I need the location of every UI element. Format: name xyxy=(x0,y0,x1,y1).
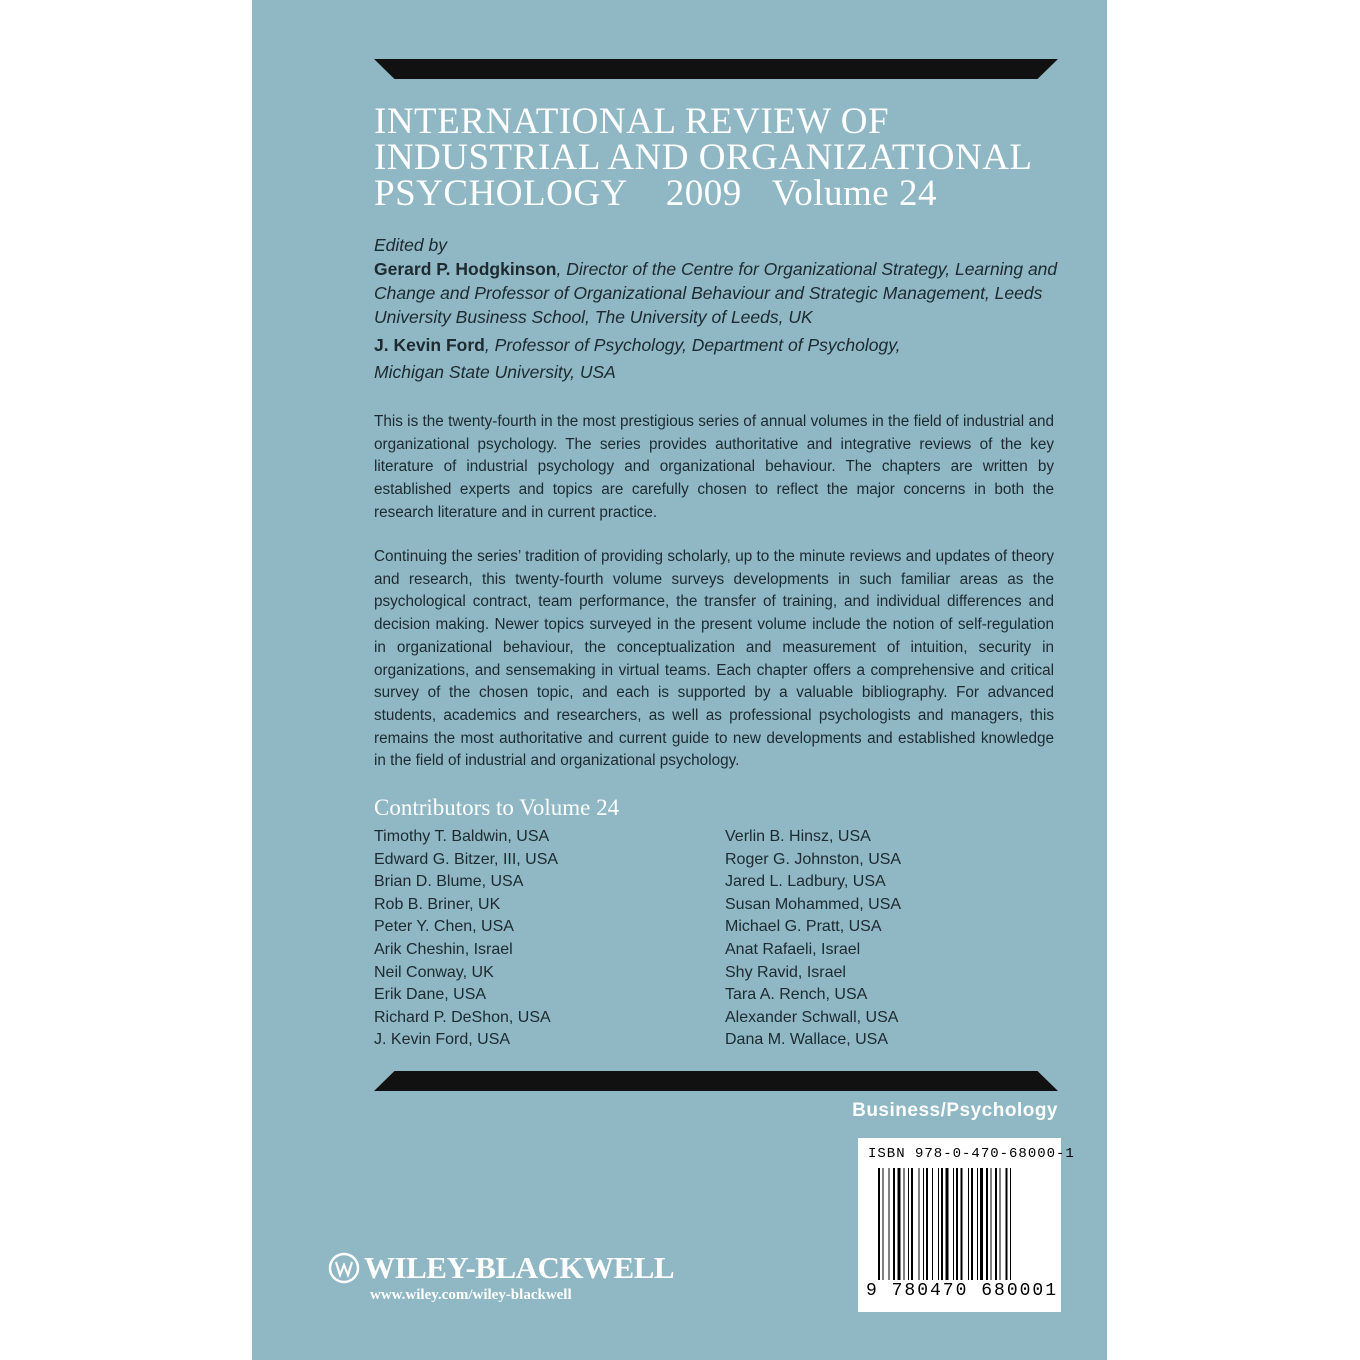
contributor: Neil Conway, UK xyxy=(374,963,494,981)
contributor: Roger G. Johnston, USA xyxy=(725,850,902,868)
barcode-bar xyxy=(953,1168,954,1280)
editor-2 xyxy=(374,333,1064,384)
wiley-logo-icon xyxy=(328,1252,360,1284)
contributor: Michael G. Pratt, USA xyxy=(725,918,882,936)
editor-2-description: , Professor of Psychology, Department of Psychology, xyxy=(484,335,901,355)
bottom-decorative-rule xyxy=(374,1071,1058,1091)
contributor: Anat Rafaeli, Israel xyxy=(725,940,861,958)
barcode-bar xyxy=(991,1168,992,1280)
publisher-name: WILEY-BLACKWELL xyxy=(364,1250,675,1285)
barcode-bar xyxy=(932,1168,933,1280)
editor-1-description: , Director of the Centre for Organizational Strategy, Learning and Change and Professor of Organizational Behaviour and Strategic Management, Leeds University Business School, The University of Leeds, UK xyxy=(374,259,1058,327)
title-series: PSYCHOLOGY xyxy=(374,173,628,214)
editors-block xyxy=(374,233,1064,384)
barcode-bar xyxy=(1006,1168,1008,1280)
contributor: Verlin B. Hinsz, USA xyxy=(725,828,871,845)
barcode-bar xyxy=(1010,1168,1011,1280)
barcode-bars xyxy=(878,1168,1046,1280)
barcode-bar xyxy=(889,1168,890,1280)
publisher-logo xyxy=(328,1250,674,1286)
subject-category: Business/Psychology xyxy=(852,1100,1058,1121)
contributor: Brian D. Blume, USA xyxy=(374,873,524,891)
barcode-bar xyxy=(904,1168,905,1280)
barcode-bar xyxy=(980,1168,983,1280)
publisher-url: www.wiley.com/wiley-blackwell xyxy=(370,1287,572,1303)
contributor: Susan Mohammed, USA xyxy=(725,895,902,913)
barcode-bar xyxy=(926,1168,928,1280)
editor-1-name: Gerard P. Hodgkinson xyxy=(374,259,557,279)
contributors-column-1 xyxy=(374,826,558,1052)
barcode-bar xyxy=(1000,1168,1001,1280)
contributor: Dana M. Wallace, USA xyxy=(725,1031,889,1049)
contributors-column-2 xyxy=(725,826,901,1052)
barcode-bar xyxy=(893,1168,895,1280)
barcode-bar xyxy=(911,1168,913,1280)
barcode-bar xyxy=(986,1168,988,1280)
barcode-bar xyxy=(968,1168,969,1280)
contributor: Erik Dane, USA xyxy=(374,986,487,1004)
title-year: 2009 xyxy=(665,173,742,214)
contributor: Peter Y. Chen, USA xyxy=(374,918,514,936)
barcode-bar xyxy=(878,1168,880,1280)
barcode-bar xyxy=(919,1168,920,1280)
editor-2-name: J. Kevin Ford xyxy=(374,335,485,355)
contributor: Rob B. Briner, UK xyxy=(374,895,501,913)
contributor: J. Kevin Ford, USA xyxy=(374,1031,511,1049)
barcode-bar xyxy=(961,1168,963,1280)
edited-by-label: Edited by xyxy=(374,235,447,255)
editor-2-affiliation: Michigan State University, USA xyxy=(374,362,616,382)
barcode-bar xyxy=(898,1168,901,1280)
editor-1 xyxy=(374,257,1064,329)
top-decorative-rule xyxy=(374,59,1058,79)
barcode-bar xyxy=(971,1168,973,1280)
contributor: Jared L. Ladbury, USA xyxy=(725,873,886,891)
contributor: Richard P. DeShon, USA xyxy=(374,1008,551,1026)
barcode-bar xyxy=(995,1168,997,1280)
barcode-bar xyxy=(941,1168,943,1280)
contributors-heading: Contributors to Volume 24 xyxy=(374,795,620,820)
contributor: Edward G. Bitzer, III, USA xyxy=(374,850,559,868)
barcode-bar xyxy=(956,1168,958,1280)
contributor: Arik Cheshin, Israel xyxy=(374,940,513,958)
contributor: Alexander Schwall, USA xyxy=(725,1008,899,1026)
title-volume: Volume 24 xyxy=(771,173,937,214)
isbn-label: ISBN 978-0-470-68000-1 xyxy=(868,1146,1075,1162)
barcode-bar xyxy=(977,1168,978,1280)
barcode-bar xyxy=(946,1168,949,1280)
book-title xyxy=(374,101,1074,214)
isbn-barcode xyxy=(858,1138,1075,1312)
description-paragraph-1: This is the twenty-fourth in the most prestigious series of annual volumes in the field of industrial and organizational psychology. The series provides authoritative and integrative reviews of the key literature of industrial psychology and organizational behaviour. The chapters are written by established experts and topics are carefully chosen to reflect the major concerns in both the research literature and in current practice. xyxy=(374,413,1054,521)
barcode-bar xyxy=(883,1168,884,1280)
contributor: Shy Ravid, Israel xyxy=(725,963,846,981)
title-line-3 xyxy=(374,173,1074,214)
description-paragraph-2: Continuing the series’ tradition of providing scholarly, up to the minute reviews and updates of theory and research, this twenty-fourth volume surveys developments in such familiar areas as the psychological contract, team performance, the transfer of training, and individual differences and decision making. Newer topics surveyed in the present volume include the notion of self-regulation in organizational behaviour, the conceptualization and measurement of intuition, security in organizations, and sensemaking in virtual teams. Each chapter offers a comprehensive and critical survey of the chosen topic, and each is supported by a valuable bibliography. For advanced students, academics and researchers, as well as professional psychologists and managers, this remains the most authoritative and current guide to new developments and established knowledge in the field of industrial and organizational psychology. xyxy=(374,548,1054,770)
barcode-bar xyxy=(908,1168,909,1280)
barcode-bar xyxy=(923,1168,924,1280)
title-line-1: INTERNATIONAL REVIEW OF xyxy=(374,101,890,142)
title-line-2: INDUSTRIAL AND ORGANIZATIONAL xyxy=(374,137,1033,178)
contributor: Timothy T. Baldwin, USA xyxy=(374,828,550,845)
barcode-digits: 9 780470 680001 xyxy=(866,1281,1059,1301)
barcode-bar xyxy=(938,1168,939,1280)
contributor: Tara A. Rench, USA xyxy=(725,986,868,1004)
